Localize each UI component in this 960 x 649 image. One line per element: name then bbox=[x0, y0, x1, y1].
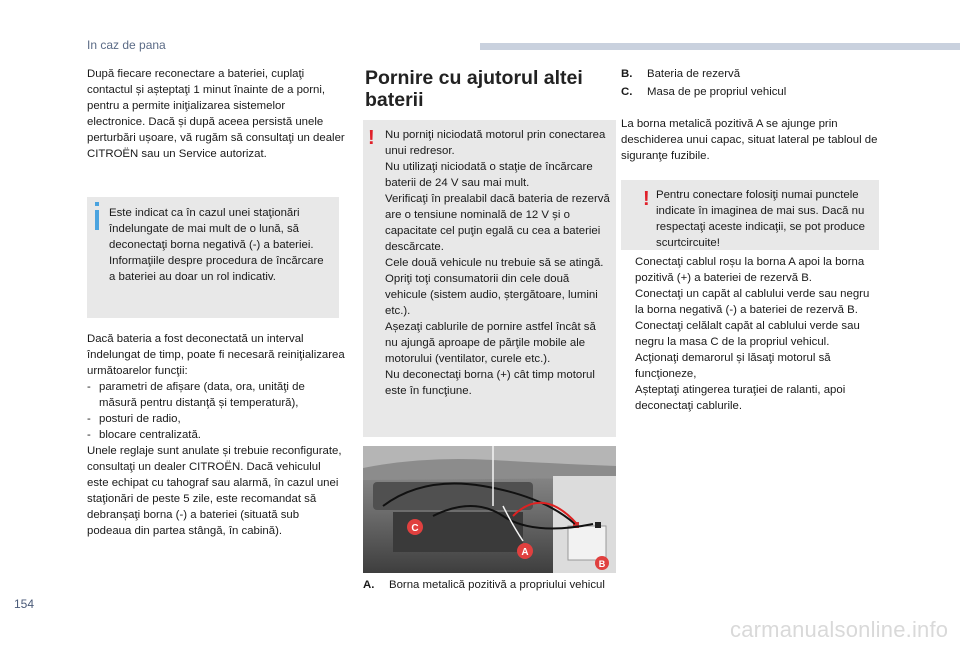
marker-c: C bbox=[411, 523, 419, 534]
steps-list bbox=[621, 254, 879, 414]
info-icon bbox=[95, 202, 99, 206]
warning-icon: ! bbox=[368, 127, 375, 149]
section-title: Pornire cu ajutorul altei baterii bbox=[365, 67, 583, 111]
marker-b: B bbox=[598, 559, 606, 569]
warning-text-2: Pentru conectare folosiţi numai punctele indicate în imaginea de mai sus. Dacă nu respectaţi aceste indicaţii, se pot produce scurtcircuite! bbox=[656, 189, 865, 249]
caption-key: A. bbox=[363, 579, 375, 591]
caption-text: Borna metalică pozitivă a propriului vehicul bbox=[389, 579, 605, 591]
list-item: - posturi de radio, bbox=[87, 413, 181, 425]
info-box bbox=[87, 197, 339, 318]
disconnected-intro: Dacă bateria a fost deconectată un interval îndelungat de timp, poate fi necesară reiniţializarea următoarelor funcţii: bbox=[87, 333, 345, 377]
reconnect-paragraph: După fiecare reconectare a bateriei, cuplaţi contactul și așteptaţi 1 minut înainte de a porni, pentru a permite iniţializarea sistemelor electronice. Dacă și după aceea persistă unele perturbări ușoare, vă rugăm să consultaţi un dealer CITROËN sau un Service autorizat. bbox=[87, 68, 345, 160]
disconnected-section bbox=[87, 331, 345, 539]
list-item: Așteptaţi atingerea turaţiei de ralanti, apoi deconectaţi cablurile. bbox=[635, 384, 846, 412]
photo-caption bbox=[363, 577, 616, 593]
info-icon-bar bbox=[95, 210, 99, 230]
warning-text: Nu porniţi niciodată motorul prin conectarea unui redresor. Nu utilizaţi niciodată o staţie de încărcare baterii de 24 V sau mai mult. Verificaţi în prealabil dacă bateria de rezervă are o tensiune nominală de 12 V și o capacitate cel puţin egală cu cea a bateriei descărcate. Cele două vehicule nu trebuie să se atingă. Opriţi toţi consumatorii din cele două vehicule (sistem audio, ștergătoare, lumini etc.). Așezaţi cablurile de pornire astfel încât să nu ajungă aproape de părţile mobile ale motorului (ventilator, curele etc.). Nu deconectaţi borna (+) cât timp motorul este în funcţiune. bbox=[385, 129, 610, 397]
running-header: In caz de pana bbox=[87, 38, 166, 52]
page-number: 154 bbox=[14, 597, 35, 611]
list-item: Conectaţi celălalt capăt al cablului verde sau negru la masa C de la propriul vehicul. bbox=[635, 320, 860, 348]
terminal-note: La borna metalică pozitivă A se ajunge prin deschiderea unui capac, situat lateral pe tabloul de siguranţe fuzibile. bbox=[621, 118, 878, 162]
list-item: Conectaţi cablul roșu la borna A apoi la borna pozitivă (+) a bateriei de rezervă B. bbox=[635, 256, 865, 284]
legend bbox=[621, 66, 879, 102]
warning-box-2 bbox=[621, 180, 879, 250]
engine-bay-photo bbox=[363, 446, 616, 573]
header-bar bbox=[480, 43, 960, 50]
outro-paragraph: Unele reglaje sunt anulate și trebuie reconfigurate, consultaţi un dealer CITROËN. Dacă vehiculul este echipat cu tahograf sau alarmă, în cazul unei staţionări de peste 5 zile, este recomandat să debranșaţi borna (-) a bateriei (situată sub podeaua din partea stângă, în cabină). bbox=[87, 445, 342, 537]
marker-a: A bbox=[521, 547, 529, 558]
list-item: - blocare centralizată. bbox=[87, 429, 201, 441]
list-item: Acţionaţi demarorul și lăsaţi motorul să funcţioneze, bbox=[635, 352, 831, 380]
list-item: - parametri de afișare (data, ora, unităţi de măsură pentru distanţă și temperatură), bbox=[87, 381, 305, 409]
warning-box bbox=[363, 120, 616, 437]
watermark: carmanualsonline.info bbox=[730, 617, 949, 642]
info-text: Este indicat ca în cazul unei staţionări îndelungate de mai mult de o lună, să deconectaţi borna negativă (-) a bateriei. Informaţiile despre procedura de încărcare a bateriei au doar un rol indicativ. bbox=[109, 207, 324, 283]
list-item: Conectaţi un capăt al cablului verde sau negru la borna negativă (-) a bateriei de rezervă B. bbox=[635, 288, 870, 316]
legend-item: C. Masa de pe propriul vehicul bbox=[621, 86, 787, 98]
legend-item: B. Bateria de rezervă bbox=[621, 68, 741, 80]
warning-icon: ! bbox=[643, 188, 650, 210]
